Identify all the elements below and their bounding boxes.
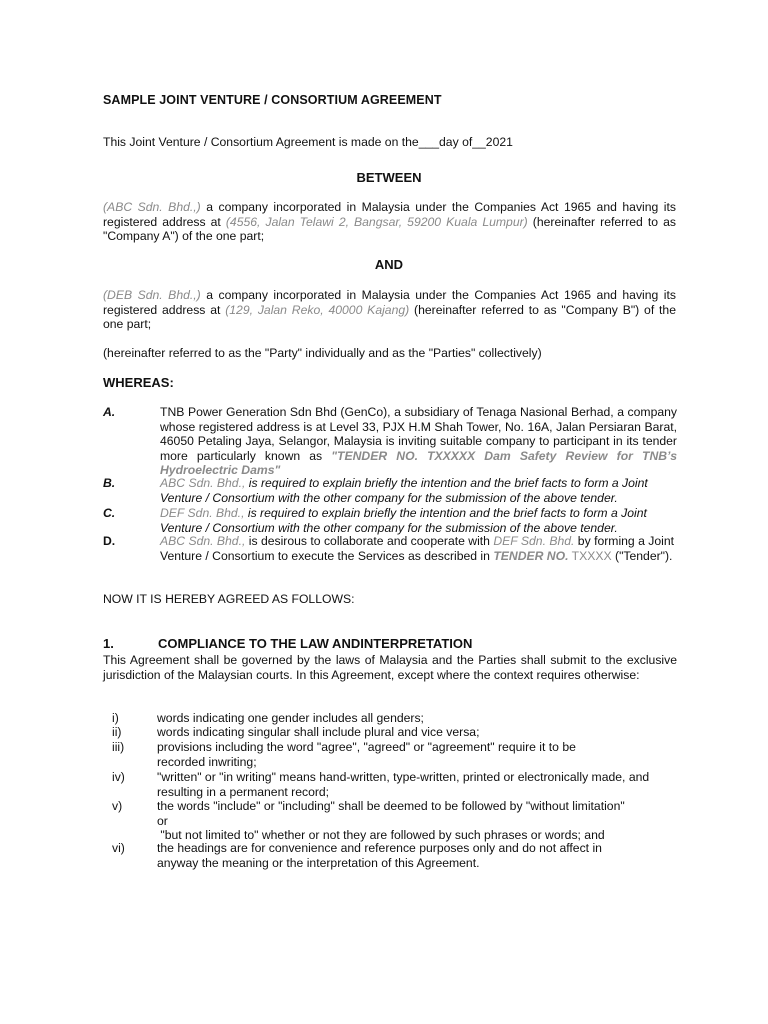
- party-b-address: (129, Jalan Reko, 40000 Kajang): [225, 302, 410, 317]
- whereas-heading: WHEREAS:: [103, 375, 174, 390]
- list-item-text: [157, 770, 677, 799]
- list-item-line: resulting in a permanent record;: [157, 784, 330, 799]
- whereas-c-letter: C.: [103, 506, 116, 520]
- whereas-a-text: [160, 405, 677, 478]
- and-heading: AND: [374, 257, 404, 272]
- list-item-number: iv): [112, 770, 125, 784]
- list-item-number: i): [112, 711, 119, 725]
- whereas-d-body1: is desirous to collaborate and cooperate with: [245, 534, 494, 548]
- party-b-name: (DEB Sdn. Bhd.,): [103, 288, 201, 302]
- month-blank: __: [472, 135, 486, 149]
- party-b-text2: (hereinafter referred to as "Company B") of the one part;: [103, 302, 676, 332]
- day-blank: ___: [418, 135, 440, 149]
- section-1-number: 1.: [103, 636, 114, 651]
- list-item-number: v): [112, 799, 123, 813]
- list-item-text: [157, 799, 677, 843]
- section-1-paragraph: This Agreement shall be governed by the laws of Malaysia and the Parties shall submit to the exclusive jurisdiction of the Malaysian courts. In this Agreement, except where the context requires otherwise:: [103, 653, 677, 682]
- whereas-d-tender-bold: TENDER NO.: [493, 548, 569, 563]
- list-item-text: [157, 841, 677, 870]
- list-item-number: iii): [112, 740, 125, 754]
- parties-note: (hereinafter referred to as the "Party" individually and as the "Parties" collectively): [103, 346, 542, 360]
- party-a-text2: (hereinafter referred to as "Company A") of the one part;: [103, 214, 676, 244]
- section-1-title: COMPLIANCE TO THE LAW ANDINTERPRETATION: [158, 636, 473, 651]
- whereas-d-company2: DEF Sdn. Bhd.: [493, 534, 575, 548]
- list-item-line: anyway the meaning or the interpretation of this Agreement.: [157, 855, 480, 870]
- party-a-text1: a company incorporated in Malaysia under the Companies Act 1965 and having its registered address at: [103, 200, 676, 229]
- whereas-d-body3: ("Tender").: [611, 548, 673, 563]
- whereas-c-body: is required to explain briefly the intention and the brief facts to form a Joint Venture / Consortium with the other company for the submission of the above tender.: [160, 506, 647, 535]
- intro-text: This Joint Venture / Consortium Agreement is made on the: [103, 135, 419, 149]
- whereas-b-text: [160, 476, 677, 505]
- day-of-text: day of: [439, 135, 473, 149]
- whereas-d-tender-rest: TXXXX: [568, 548, 612, 563]
- document-title: SAMPLE JOINT VENTURE / CONSORTIUM AGREEMENT: [103, 93, 442, 107]
- whereas-b-letter: B.: [103, 476, 116, 490]
- whereas-a-tender: "TENDER NO. TXXXXX Dam Safety Review for TNB’s Hydroelectric Dams": [160, 448, 677, 478]
- list-item-text: [157, 725, 677, 740]
- now-agreed-line: NOW IT IS HEREBY AGREED AS FOLLOWS:: [103, 592, 355, 606]
- list-item-text: [157, 740, 677, 769]
- list-item-text: [157, 711, 677, 726]
- whereas-d-text: [160, 534, 677, 563]
- intro-line: [103, 135, 676, 150]
- party-a-paragraph: [103, 200, 676, 244]
- list-item-number: vi): [112, 841, 125, 855]
- party-b-text1: a company incorporated in Malaysia under the Companies Act 1965 and having its registered address at: [103, 288, 676, 317]
- whereas-d-letter: D.: [103, 534, 116, 548]
- whereas-c-company: DEF Sdn. Bhd.,: [160, 506, 245, 520]
- list-item-line: "written" or "in writing" means hand-written, type-written, printed or electronically made, and: [157, 770, 650, 784]
- list-item-line: or: [157, 813, 168, 828]
- list-item-line: the words "include" or "including" shall be deemed to be followed by "without limitation": [157, 799, 625, 813]
- list-item-line: "but not limited to" whether or not they are followed by such phrases or words; and: [157, 828, 605, 843]
- whereas-b-company: ABC Sdn. Bhd.,: [160, 476, 246, 490]
- list-item-line: words indicating one gender includes all genders;: [157, 711, 424, 725]
- list-item-line: words indicating singular shall include plural and vice versa;: [157, 725, 480, 739]
- whereas-d-body2: by forming a Joint Venture / Consortium to execute the Services as described in: [160, 534, 674, 563]
- whereas-d-company: ABC Sdn. Bhd.,: [160, 534, 246, 548]
- whereas-c-text: [160, 506, 677, 535]
- between-heading: BETWEEN: [356, 170, 422, 185]
- party-a-name: (ABC Sdn. Bhd.,): [103, 200, 201, 214]
- list-item-line: the headings are for convenience and reference purposes only and do not affect in: [157, 841, 602, 855]
- list-item-line: recorded inwriting;: [157, 754, 257, 769]
- whereas-b-body: is required to explain briefly the intention and the brief facts to form a Joint Venture / Consortium with the other company for the submission of the above tender.: [160, 476, 648, 505]
- year-text: 2021: [485, 135, 513, 149]
- party-b-paragraph: [103, 288, 676, 332]
- list-item-line: provisions including the word "agree", "agreed" or "agreement" require it to be: [157, 740, 576, 754]
- list-item-number: ii): [112, 725, 122, 739]
- whereas-a-body: TNB Power Generation Sdn Bhd (GenCo), a subsidiary of Tenaga Nasional Berhad, a company whose registered address is at Level 33, PJX H.M Shah Tower, No. 16A, Jalan Persiaran Barat, 46050 Petaling Jaya, Selangor, Malaysia is inviting suitable company to participant in its tender more particularly known as: [160, 405, 677, 463]
- whereas-a-letter: A.: [103, 405, 116, 419]
- party-a-address: (4556, Jalan Telawi 2, Bangsar, 59200 Kuala Lumpur): [225, 214, 528, 229]
